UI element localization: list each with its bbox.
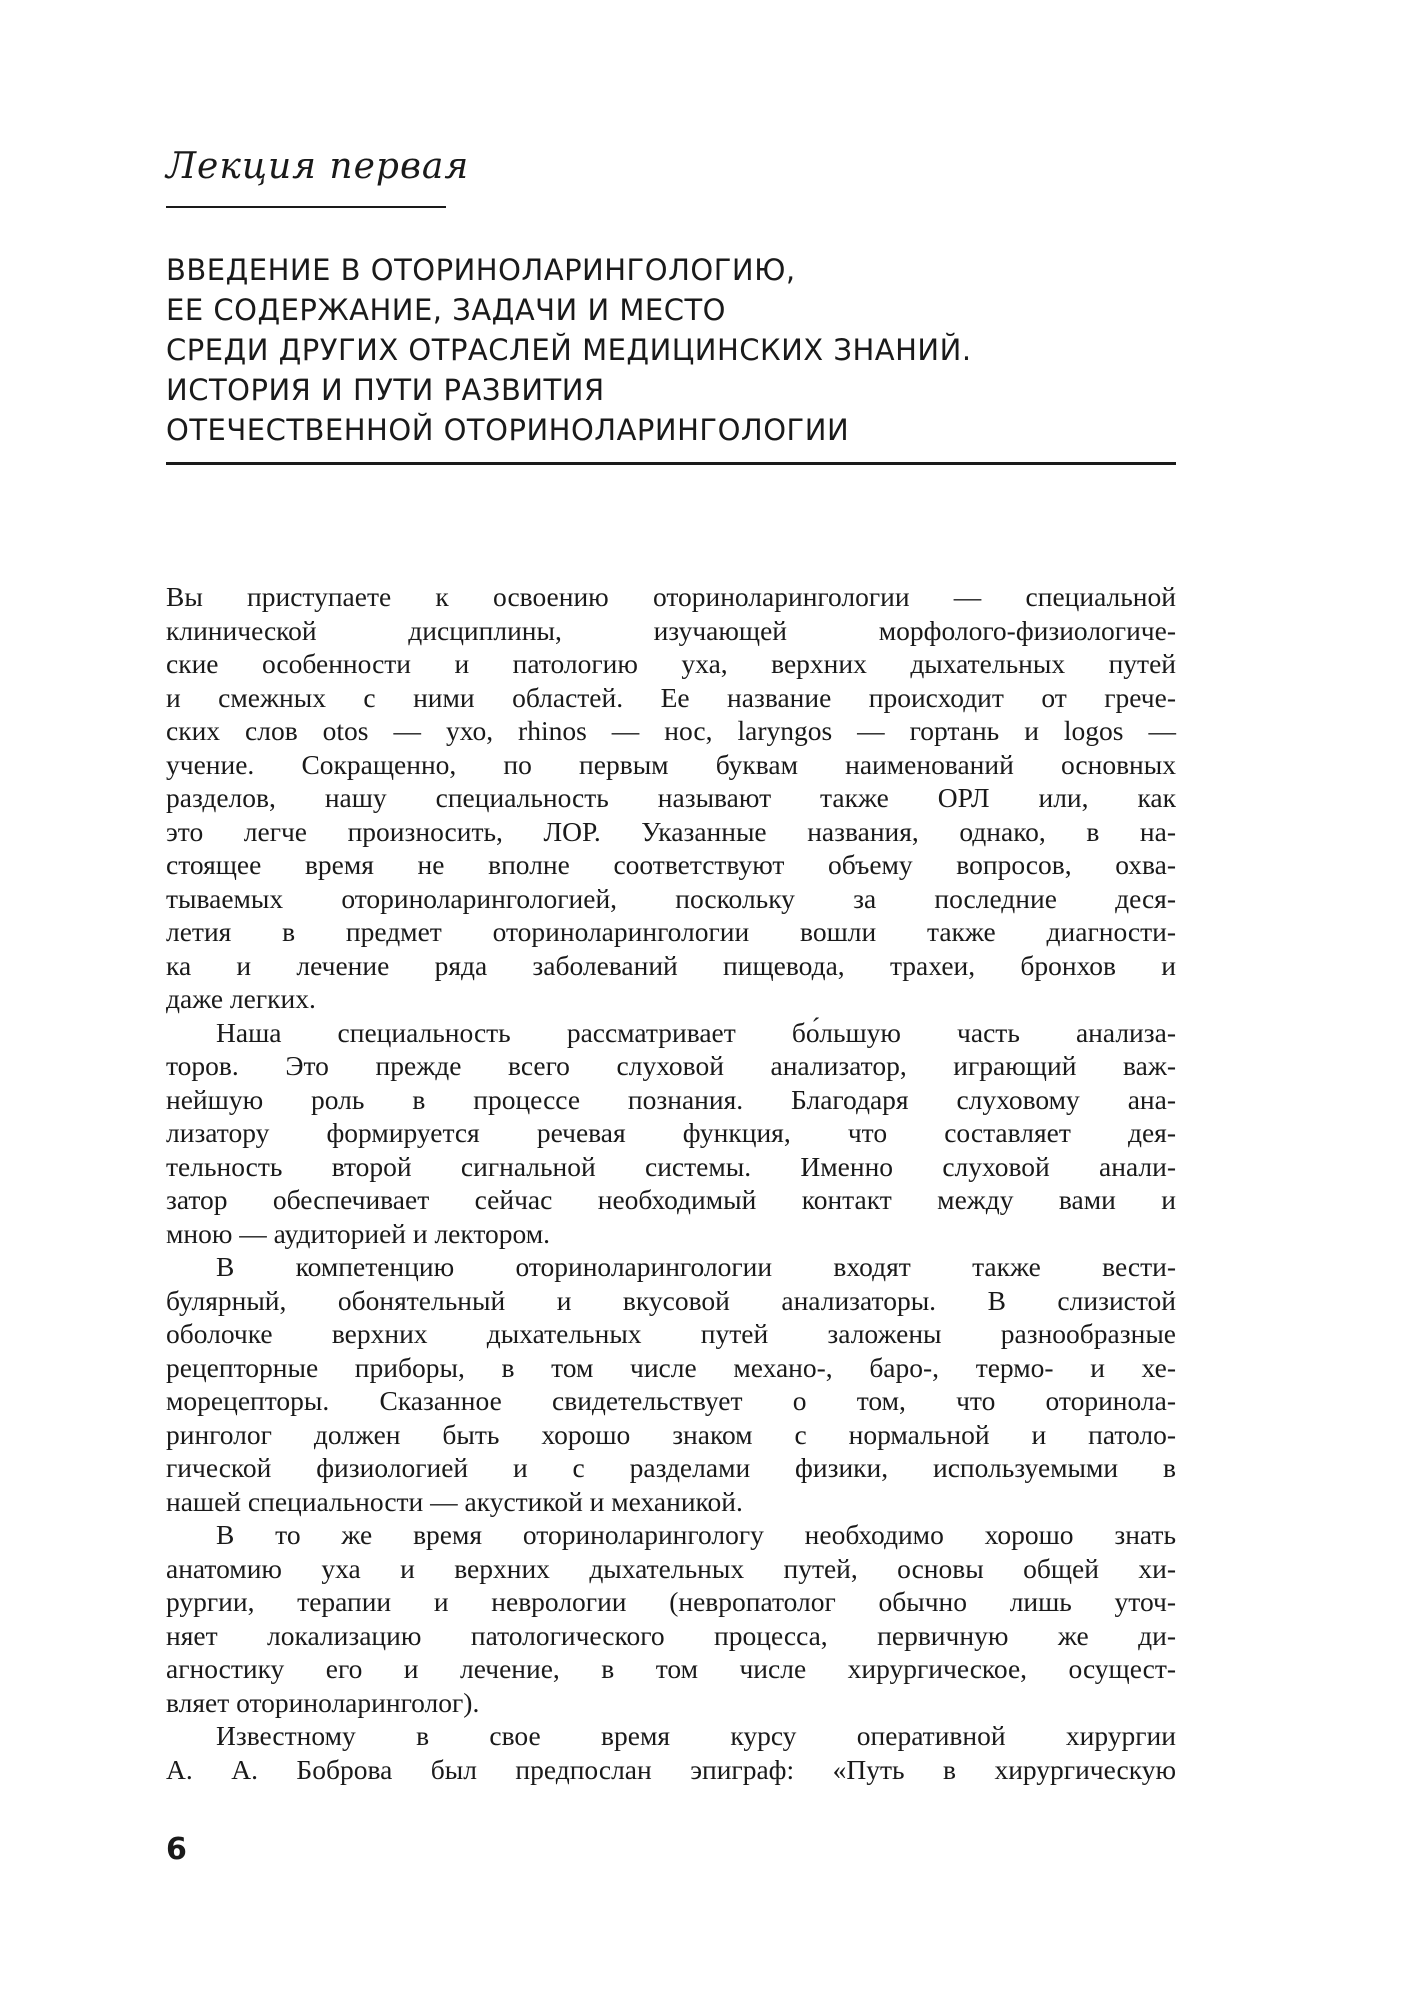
text-line: нейшую роль в процессе познания. Благодаря слуховому ана- <box>166 1083 1176 1115</box>
text-line: ских слов otos — ухо, rhinos — нос, laryngos — гортань и logos — <box>166 715 1176 746</box>
text-line: затор обеспечивает сейчас необходимый контакт между вами и <box>166 1184 1176 1215</box>
chapter-title <box>166 250 1186 450</box>
text-line: булярный, обонятельный и вкусовой анализаторы. В слизистой <box>166 1284 1176 1316</box>
text-line: морецепторы. Сказанное свидетельствует о том, что оторинола- <box>166 1385 1176 1416</box>
paragraph <box>166 1719 1176 1786</box>
text-line: вляет оториноларинголог). <box>166 1686 480 1718</box>
chapter-title-line: СРЕДИ ДРУГИХ ОТРАСЛЕЙ МЕДИЦИНСКИХ ЗНАНИЙ. <box>166 333 972 367</box>
long-divider <box>166 462 1176 465</box>
text-line: Наша специальность рассматривает бо́льшую часть анализа- <box>216 1016 1176 1048</box>
text-line: рургии, терапии и неврологии (невропатолог обычно лишь уточ- <box>166 1586 1176 1617</box>
text-line: даже легких. <box>166 983 316 1014</box>
text-line: агностику его и лечение, в том числе хирургическое, осущест- <box>166 1653 1176 1684</box>
text-line: В компетенцию оториноларингологии входят также вести- <box>216 1251 1176 1282</box>
body-text <box>166 580 1176 1786</box>
text-line: няет локализацию патологического процесса, первичную же ди- <box>166 1619 1176 1651</box>
page-number: 6 <box>166 1832 187 1867</box>
text-line: А. А. Боброва был предпослан эпиграф: «Путь в хирургическую <box>166 1753 1176 1785</box>
text-line: В то же время оториноларингологу необходимо хорошо знать <box>216 1519 1176 1550</box>
text-line: лизатору формируется речевая функция, что составляет дея- <box>166 1117 1176 1148</box>
text-line: Известному в свое время курсу оперативной хирургии <box>216 1720 1176 1751</box>
text-line: рецепторные приборы, в том числе механо-, баро-, термо- и хе- <box>166 1351 1176 1383</box>
text-line: учение. Сокращенно, по первым буквам наименований основных <box>166 748 1176 780</box>
text-line: Вы приступаете к освоению оториноларингологии — специальной <box>166 581 1176 612</box>
chapter-title-line: ИСТОРИЯ И ПУТИ РАЗВИТИЯ <box>166 373 605 407</box>
chapter-title-line: ЕЕ СОДЕРЖАНИЕ, ЗАДАЧИ И МЕСТО <box>166 293 727 327</box>
text-line: летия в предмет оториноларингологии вошли также диагности- <box>166 916 1176 947</box>
text-line: клинической дисциплины, изучающей морфолого-физиологиче- <box>166 614 1176 646</box>
text-line: нашей специальности — акустикой и механикой. <box>166 1485 743 1517</box>
text-line: это легче произносить, ЛОР. Указанные названия, однако, в на- <box>166 815 1176 847</box>
paragraph <box>166 580 1176 1016</box>
text-line: гической физиологией и с разделами физики, используемыми в <box>166 1452 1176 1483</box>
text-line: ринголог должен быть хорошо знаком с нормальной и патоло- <box>166 1418 1176 1450</box>
text-line: оболочке верхних дыхательных путей заложены разнообразные <box>166 1318 1176 1349</box>
text-line: тываемых оториноларингологией, поскольку за последние деся- <box>166 882 1176 914</box>
text-line: ка и лечение ряда заболеваний пищевода, трахеи, бронхов и <box>166 949 1176 981</box>
text-line: стоящее время не вполне соответствуют объему вопросов, охва- <box>166 849 1176 880</box>
paragraph <box>166 1250 1176 1518</box>
text-line: тельность второй сигнальной системы. Именно слуховой анали- <box>166 1150 1176 1182</box>
text-line: ские особенности и патологию уха, верхних дыхательных путей <box>166 648 1176 679</box>
chapter-title-line: ОТЕЧЕСТВЕННОЙ ОТОРИНОЛАРИНГОЛОГИИ <box>166 413 850 447</box>
paragraph <box>166 1016 1176 1251</box>
text-line: разделов, нашу специальность называют также ОРЛ или, как <box>166 782 1176 813</box>
text-line: и смежных с ними областей. Ее название происходит от грече- <box>166 681 1176 713</box>
short-divider <box>166 206 446 208</box>
text-line: мною — аудиторией и лектором. <box>166 1217 551 1249</box>
lecture-label: Лекция первая <box>166 146 470 187</box>
text-line: анатомию уха и верхних дыхательных путей, основы общей хи- <box>166 1552 1176 1584</box>
chapter-title-line: ВВЕДЕНИЕ В ОТОРИНОЛАРИНГОЛОГИЮ, <box>166 253 796 287</box>
text-line: торов. Это прежде всего слуховой анализатор, играющий важ- <box>166 1050 1176 1081</box>
paragraph <box>166 1518 1176 1719</box>
